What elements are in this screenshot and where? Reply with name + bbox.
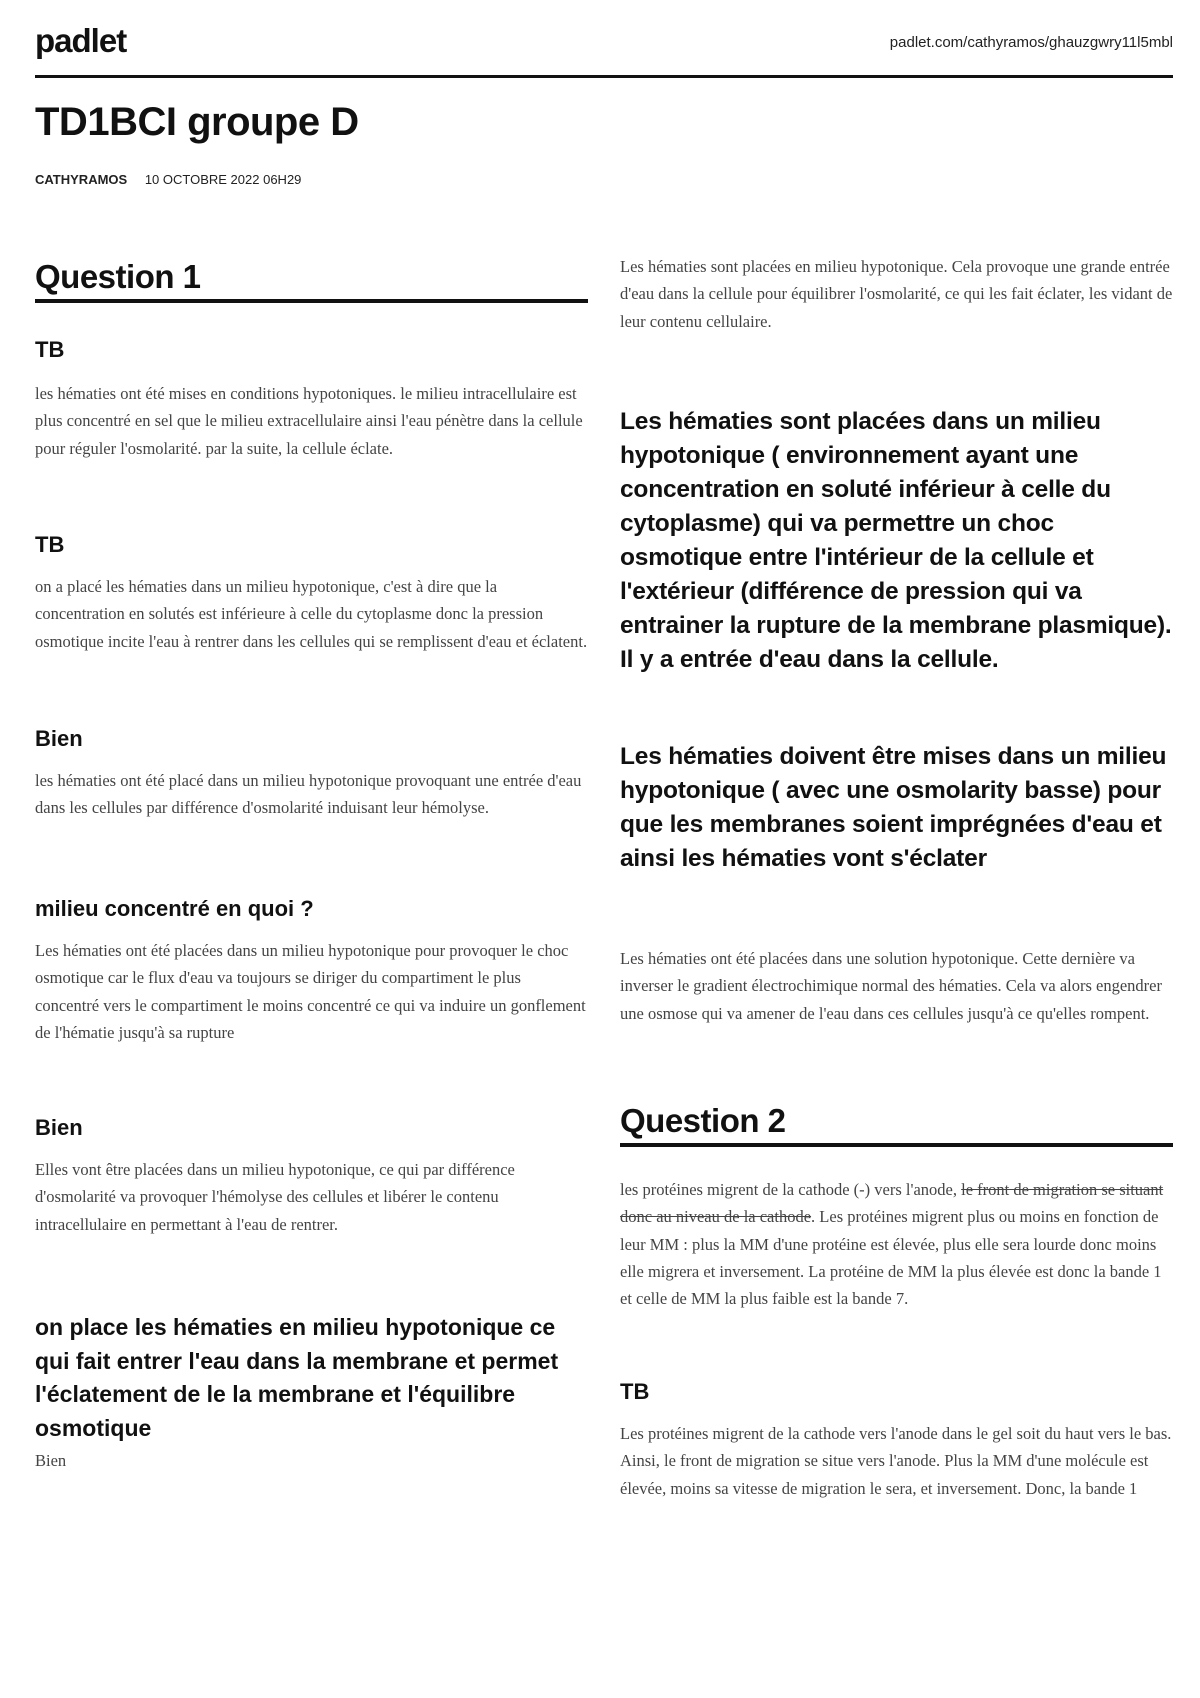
post-body xyxy=(620,1176,1173,1312)
board-url[interactable]: padlet.com/cathyramos/ghauzgwry11l5mbl xyxy=(889,34,1173,51)
post-body: Les protéines migrent de la cathode vers l'anode dans le gel soit du haut vers le bas. Ainsi, le front de migration se situe vers l'anode. Plus la MM d'une molécule est élevée, moins sa vitesse de migration le sera, et inversement. Donc, la bande 1 xyxy=(620,1424,1172,1498)
post-body: les hématies ont été mises en conditions hypotoniques. le milieu intracellulaire est plus concentré en sel que le milieu extracellulaire ainsi l'eau pénètre dans la cellule pour réguler l'osmolarité. par la suite, la cellule éclate. xyxy=(35,384,583,458)
struck-text: le front de migration se situant donc au niveau de la cathode xyxy=(620,1180,1164,1227)
post-body: Bien xyxy=(35,1451,67,1470)
post-body: Les hématies sont placées en milieu hypotonique. Cela provoque une grande entrée d'eau dans la cellule pour équilibrer l'osmolarité, ce qui les fait éclater, les vidant de leur contenu cellulaire. xyxy=(620,257,1173,331)
post-body: Elles vont être placées dans un milieu hypotonique, ce qui par différence d'osmolarité va provoquer l'hémolyse des cellules et libérer le contenu intracellulaire en permettant à l'eau de rentrer. xyxy=(35,1160,515,1234)
page-header xyxy=(35,22,1173,74)
section-divider xyxy=(620,1143,1173,1147)
post-title: TB xyxy=(35,532,65,557)
board-title: TD1BCI groupe D xyxy=(35,100,359,144)
section-title-question-2: Question 2 xyxy=(620,1102,786,1139)
post-title: Bien xyxy=(35,1115,83,1140)
padlet-export-page xyxy=(35,0,1173,1698)
post-title: TB xyxy=(35,337,65,362)
post-title: Les hématies doivent être mises dans un milieu hypotonique ( avec une osmolarity basse) pour que les membranes soient imprégnées d'eau et ainsi les hématies vont s'éclater xyxy=(620,743,1167,873)
post-body: Les hématies ont été placées dans un milieu hypotonique pour provoquer le choc osmotique car le flux d'eau va toujours se diriger du compartiment le plus concentré vers le compartiment le moins concentré ce qui va induire un gonflement de l'hématie jusqu'à sa rupture xyxy=(35,941,586,1042)
post-body: les hématies ont été placé dans un milieu hypotonique provoquant une entrée d'eau dans les cellules par différence d'osmolarité induisant leur hémolyse. xyxy=(35,771,582,818)
section-title-question-1: Question 1 xyxy=(35,258,201,295)
board-meta xyxy=(35,172,301,187)
post-title: milieu concentré en quoi ? xyxy=(35,896,314,921)
post-title: Les hématies sont placées dans un milieu hypotonique ( environnement ayant une concentration en soluté inférieur à celle du cytoplasme) qui va permettre un choc osmotique entre l'intérieur de la cellule et l'extérieur (différence de pression qui va entrainer la rupture de la membrane plasmique). Il y a entrée d'eau dans la cellule. xyxy=(620,408,1172,674)
post-title: Bien xyxy=(35,726,83,751)
padlet-logo[interactable]: padlet xyxy=(35,22,127,59)
post-body-text: . Les protéines migrent plus ou moins en fonction de leur MM : plus la MM d'une protéine est élevée, plus elle sera lourde donc moins elle migrera et inversement. La protéine de MM la plus élevée est donc la bande 1 et celle de MM la plus faible est la bande 7. xyxy=(620,1207,1162,1309)
section-divider xyxy=(35,299,588,303)
board-author: CATHYRAMOS xyxy=(35,172,128,187)
post-body-text: les protéines migrent de la cathode (-) vers l'anode, xyxy=(620,1180,962,1199)
post-body: on a placé les hématies dans un milieu hypotonique, c'est à dire que la concentration en solutés est inférieure à celle du cytoplasme donc la pression osmotique incite l'eau à rentrer dans les cellules qui se remplissent d'eau et éclatent. xyxy=(35,577,588,651)
post-title: TB xyxy=(620,1379,650,1404)
post-title: on place les hématies en milieu hypotonique ce qui fait entrer l'eau dans la membrane et permet l'éclatement de le la membrane et l'équilibre osmotique xyxy=(35,1314,559,1441)
header-divider xyxy=(35,75,1173,78)
post-body: Les hématies ont été placées dans une solution hypotonique. Cette dernière va inverser le gradient électrochimique normal des hématies. Cela va alors engendrer une osmose qui va amener de l'eau dans ces cellules jusqu'à ce qu'elles rompent. xyxy=(620,949,1162,1023)
board-date: 10 OCTOBRE 2022 06H29 xyxy=(144,172,302,187)
